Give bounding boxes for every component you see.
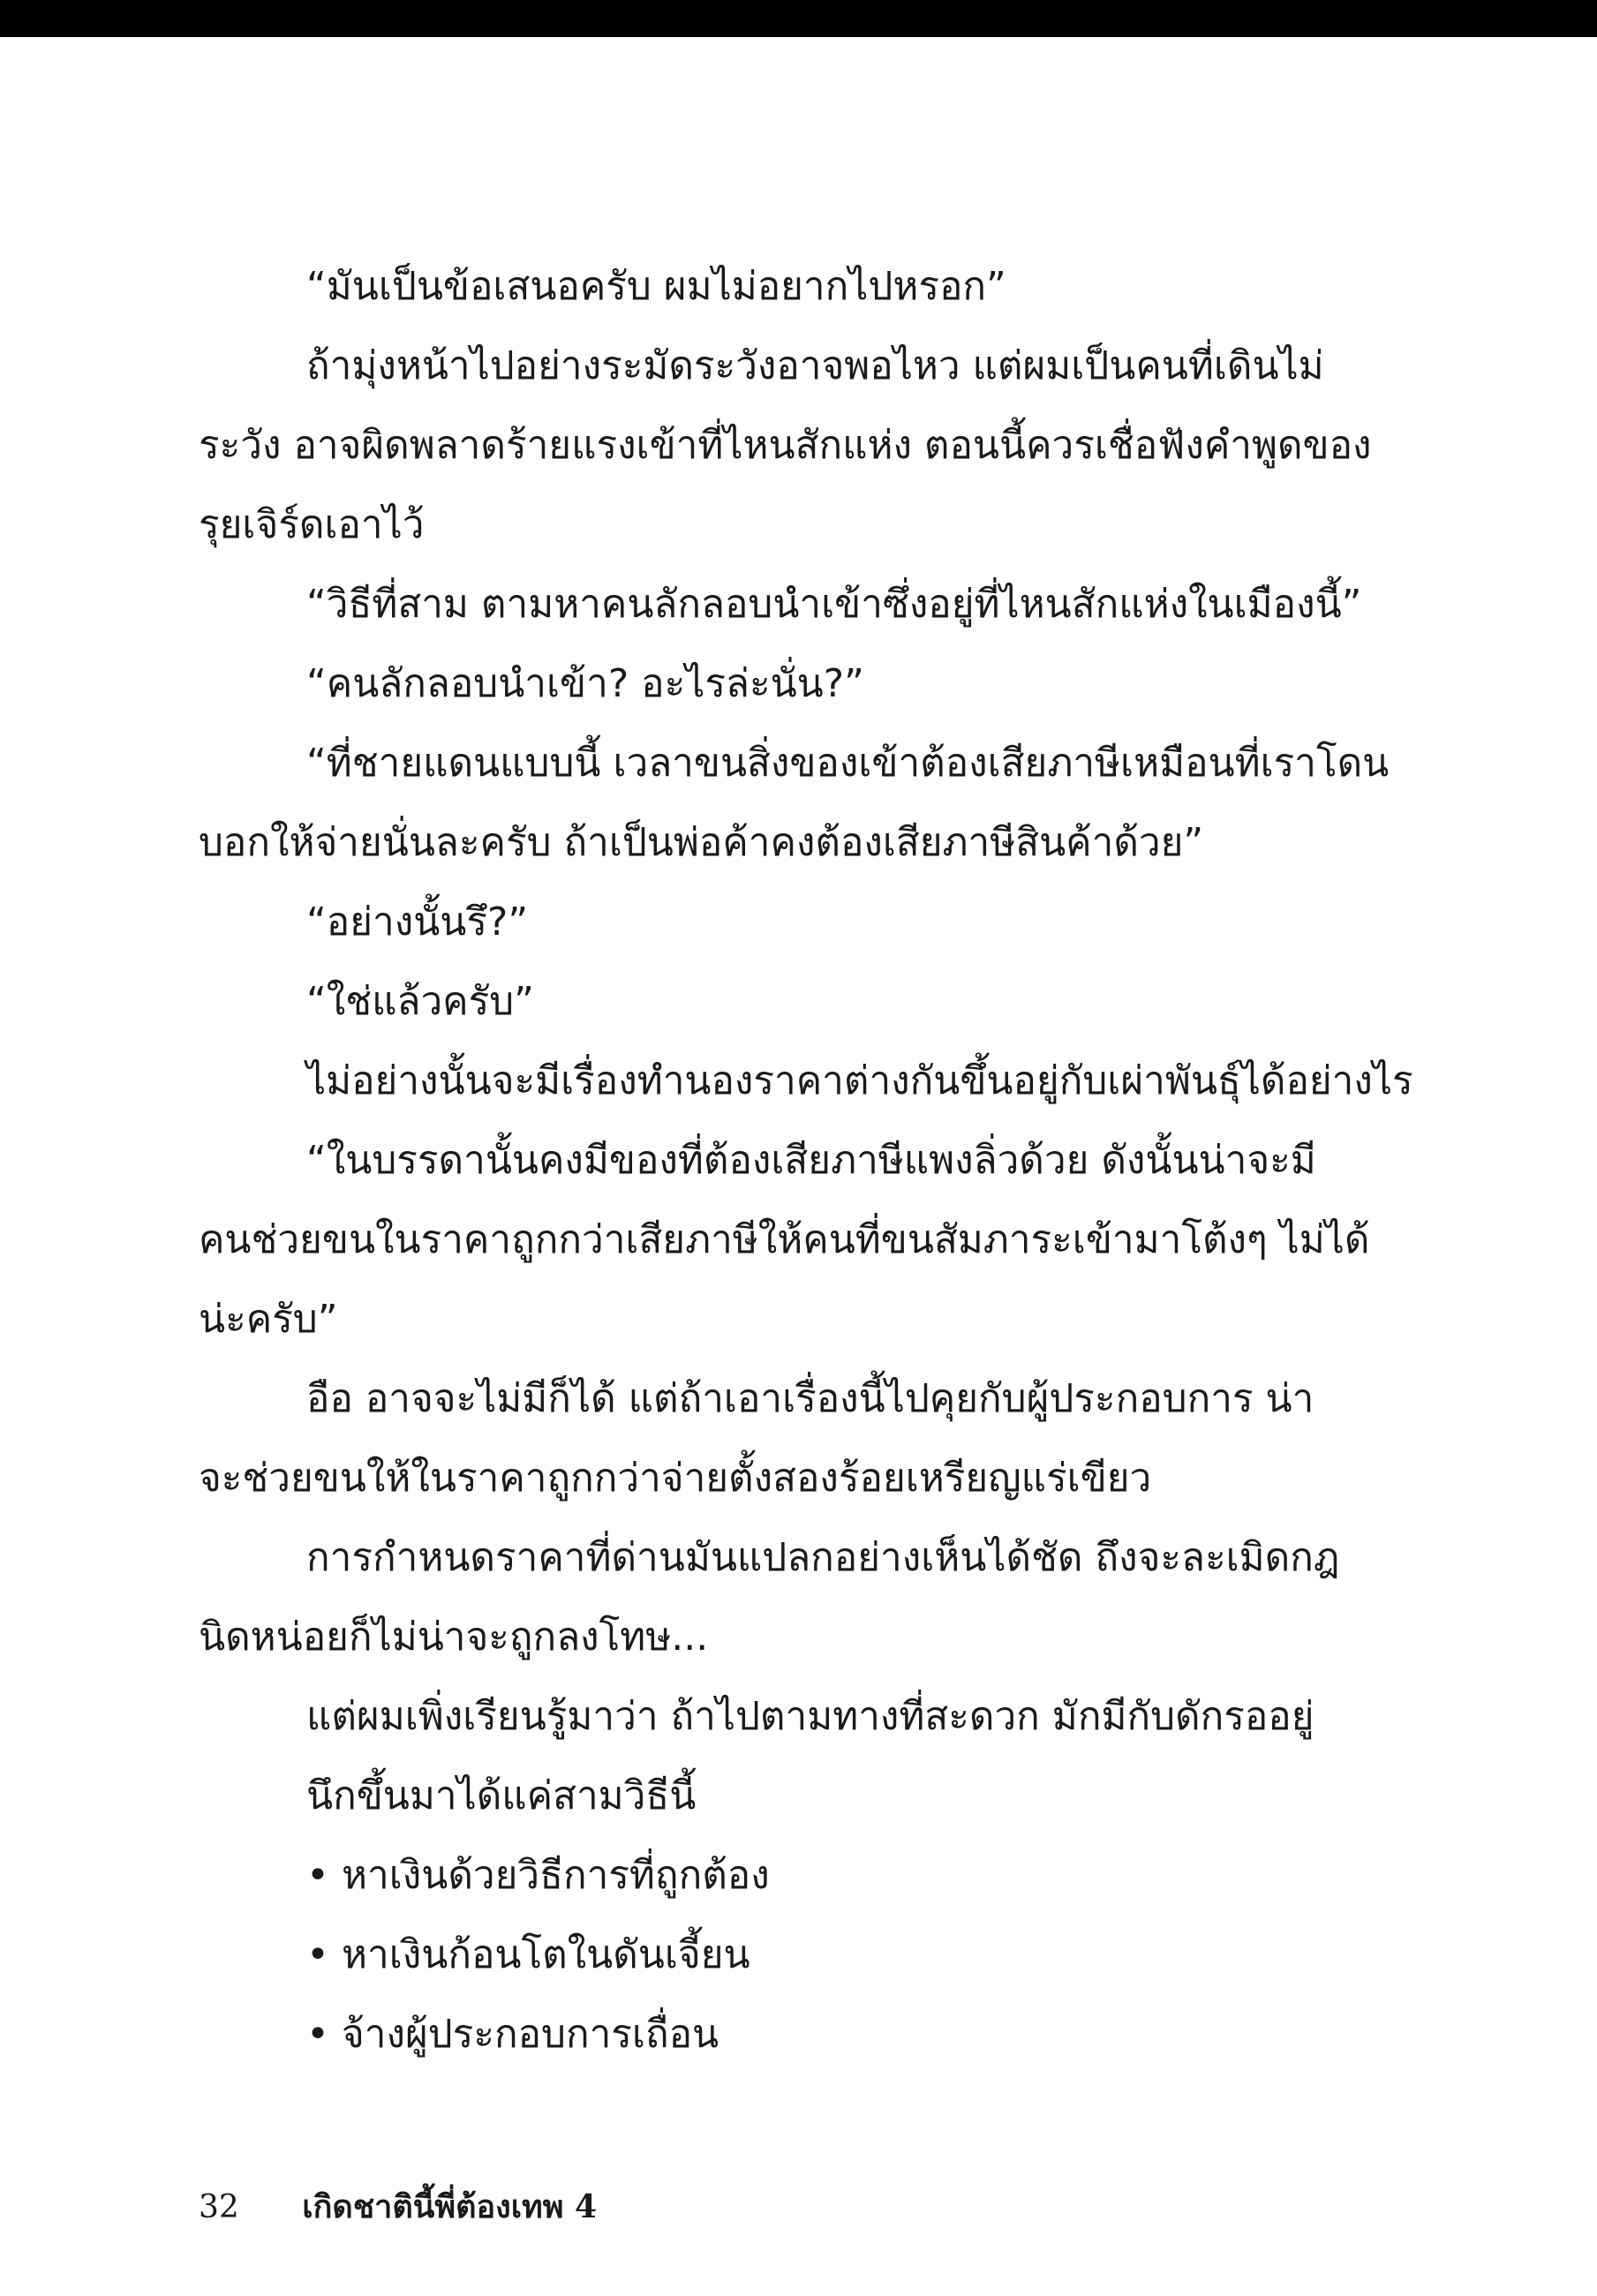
paragraph-line: ไม่อย่างนั้นจะมีเรื่องทำนองราคาต่างกันขึ้นอยู่กับเผ่าพันธุ์ได้อย่างไร <box>306 1058 1413 1103</box>
body-text <box>199 247 1413 2074</box>
paragraph-line: “คนลักลอบนำเข้า? อะไรล่ะนั่น?” <box>306 661 864 706</box>
bullet-icon: • <box>306 2012 329 2057</box>
paragraph-line: “ที่ชายแดนแบบนี้ เวลาขนสิ่งของเข้าต้องเสียภาษีเหมือนที่เราโดน <box>306 741 1390 786</box>
paragraph-line: นิดหน่อยก็ไม่น่าจะถูกลงโทษ... <box>199 1615 709 1660</box>
list-item <box>199 1916 1302 1995</box>
paragraph-line: ระวัง อาจผิดพลาดร้ายแรงเข้าที่ไหนสักแห่ง ตอนนี้ควรเชื่อฟังคำพูดของ <box>199 423 1372 468</box>
list-item-text: หาเงินด้วยวิธีการที่ถูกต้อง <box>342 1853 770 1898</box>
bullet-icon: • <box>306 1932 329 1977</box>
list-item <box>199 1836 1302 1916</box>
paragraph-line: “มันเป็นข้อเสนอครับ ผมไม่อยากไปหรอก” <box>306 264 1006 309</box>
paragraph-line: จะช่วยขนให้ในราคาถูกกว่าจ่ายตั้งสองร้อยเหรียญแร่เขียว <box>199 1456 1152 1501</box>
paragraph-line: คนช่วยขนในราคาถูกกว่าเสียภาษีให้คนที่ขนสัมภาระเข้ามาโต้งๆ ไม่ได้ <box>199 1217 1370 1262</box>
bullet-icon: • <box>306 1853 329 1898</box>
book-title: เกิดชาตินี้พี่ต้องเทพ 4 <box>302 2188 598 2225</box>
paragraph-line: บอกให้จ่ายนั่นละครับ ถ้าเป็นพ่อค้าคงต้องเสียภาษีสินค้าด้วย” <box>199 820 1204 865</box>
paragraph-line: ถ้ามุ่งหน้าไปอย่างระมัดระวังอาจพอไหว แต่ผมเป็นคนที่เดินไม่ <box>306 343 1324 388</box>
paragraph-line: แต่ผมเพิ่งเรียนรู้มาว่า ถ้าไปตามทางที่สะดวก มักมีกับดักรออยู่ <box>306 1694 1315 1739</box>
list-item-text: จ้างผู้ประกอบการเถื่อน <box>342 2012 719 2057</box>
paragraph-line: อือ อาจจะไม่มีก็ได้ แต่ถ้าเอาเรื่องนี้ไปคุยกับผู้ประกอบการ น่า <box>306 1376 1315 1421</box>
paragraph-line: “ในบรรดานั้นคงมีของที่ต้องเสียภาษีแพงลิ่วด้วย ดังนั้นน่าจะมี <box>306 1138 1316 1183</box>
list-item <box>199 1995 1302 2074</box>
page-number: 32 <box>199 2189 239 2225</box>
top-black-bar <box>0 0 1597 37</box>
paragraph-line: รุยเจิร์ดเอาไว้ <box>199 502 425 547</box>
page-footer <box>199 2180 597 2234</box>
paragraph-line: “ใช่แล้วครับ” <box>306 979 534 1024</box>
paragraph-line: นึกขึ้นมาได้แค่สามวิธีนี้ <box>306 1773 697 1818</box>
paragraph-line: น่ะครับ” <box>199 1297 338 1342</box>
list-item-text: หาเงินก้อนโตในดันเจี้ยน <box>342 1932 750 1977</box>
paragraph-line: “อย่างนั้นรึ?” <box>306 900 529 945</box>
paragraph-line: การกำหนดราคาที่ด่านมันแปลกอย่างเห็นได้ชัด ถึงจะละเมิดกฎ <box>306 1535 1340 1580</box>
paragraph-line: “วิธีที่สาม ตามหาคนลักลอบนำเข้าซึ่งอยู่ที่ไหนสักแห่งในเมืองนี้” <box>306 582 1362 627</box>
bullet-list <box>199 1836 1302 2074</box>
